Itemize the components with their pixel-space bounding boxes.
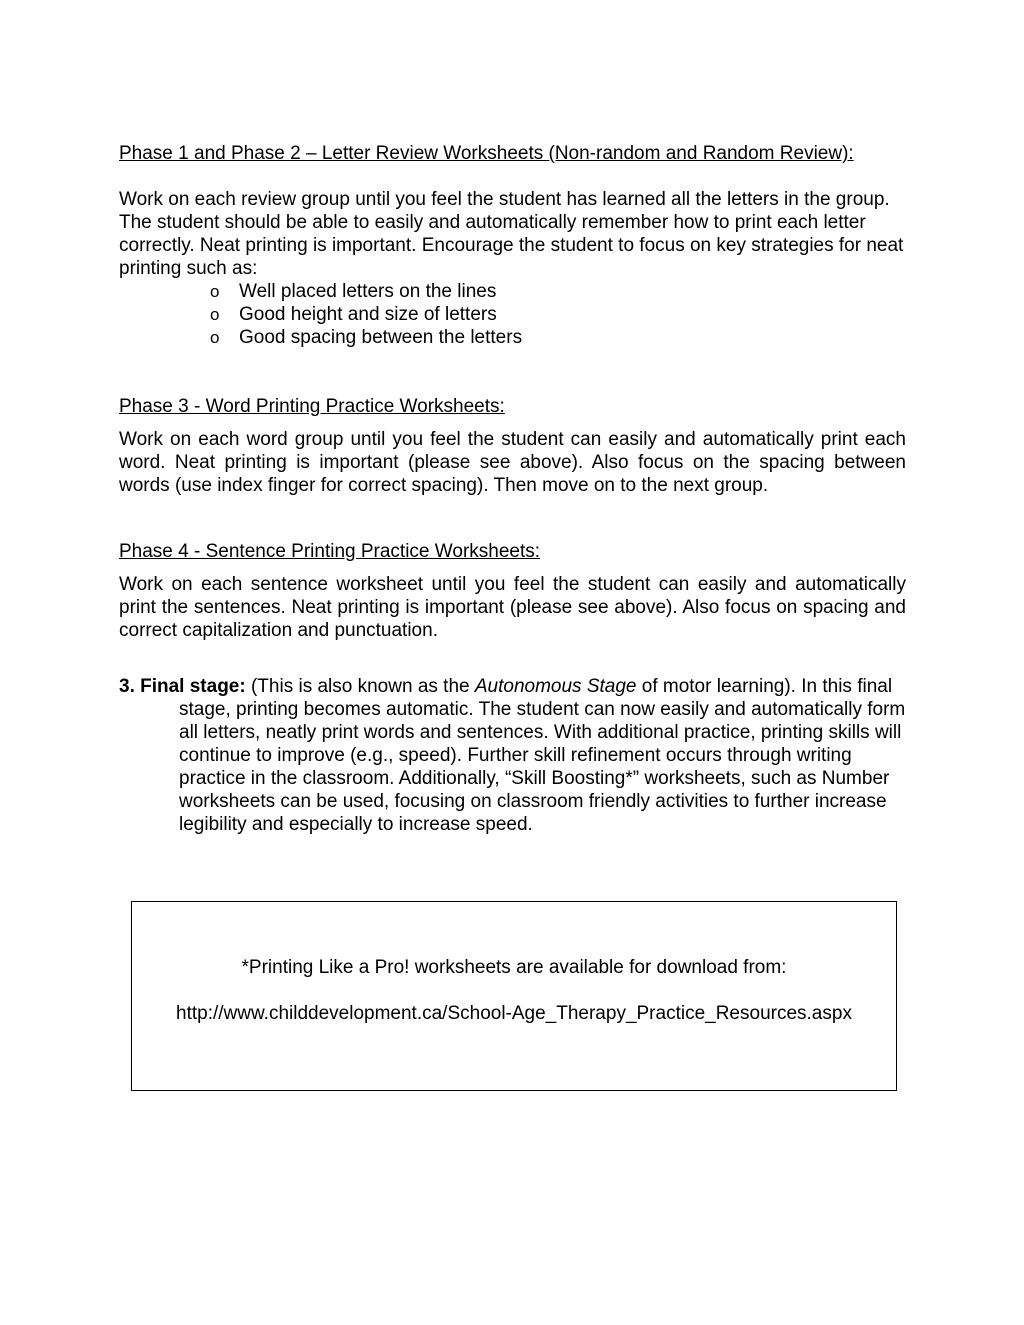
bullet-text: Well placed letters on the lines — [239, 281, 497, 302]
list-item — [119, 280, 906, 303]
list-item — [119, 303, 906, 326]
phase-3-body: Work on each word group until you feel the student can easily and automatically print each word. Neat printing is important (please see above). Also focus on the spacing between words (use index finger for correct spacing). Then move on to the next group. — [119, 429, 906, 496]
bullet-marker: o — [210, 305, 220, 324]
phase-4-body: Work on each sentence worksheet until you feel the student can easily and automatically print the sentences. Neat printing is important (please see above). Also focus on spacing and correct capitalization and punctuation. — [119, 574, 906, 641]
download-notice-box — [131, 901, 897, 1091]
final-stage-body: of motor learning). In this final stage, printing becomes automatic. The student can now easily and automatically form all letters, neatly print words and sentences. With additional practice, printing skills will continue to improve (e.g., speed). Further skill refinement occurs through writing practice in the classroom. Additionally, “Skill Boosting*” worksheets, such as Number worksheets can be used, focusing on classroom friendly activities to further increase legibility and especially to increase speed. — [179, 676, 906, 835]
notice-text: *Printing Like a Pro! worksheets are available for download from: — [241, 957, 787, 978]
bullet-marker: o — [210, 282, 220, 301]
download-url: http://www.childdevelopment.ca/School-Age_Therapy_Practice_Resources.aspx — [176, 1003, 852, 1024]
phase-1-2-heading: Phase 1 and Phase 2 – Letter Review Worksheets (Non-random and Random Review): — [119, 143, 854, 164]
strategy-list — [119, 280, 906, 349]
list-item — [119, 326, 906, 349]
final-stage-intro: (This is also known as the — [245, 676, 475, 697]
autonomous-stage-term: Autonomous Stage — [474, 676, 637, 697]
final-stage-paragraph — [119, 675, 906, 836]
bullet-text: Good spacing between the letters — [239, 327, 523, 348]
final-stage-label: 3. Final stage: — [119, 676, 246, 697]
phase-4-heading: Phase 4 - Sentence Printing Practice Worksheets: — [119, 541, 541, 562]
phase-1-2-body: Work on each review group until you feel the student has learned all the letters in the group. The student should be able to easily and automatically remember how to print each letter correctly. Neat printing is important. Encourage the student to focus on key strategies for neat printing such as: — [119, 189, 904, 279]
phase-3-heading: Phase 3 - Word Printing Practice Worksheets: — [119, 396, 505, 417]
bullet-text: Good height and size of letters — [239, 304, 497, 325]
document-page — [119, 142, 906, 836]
bullet-marker: o — [210, 328, 220, 347]
